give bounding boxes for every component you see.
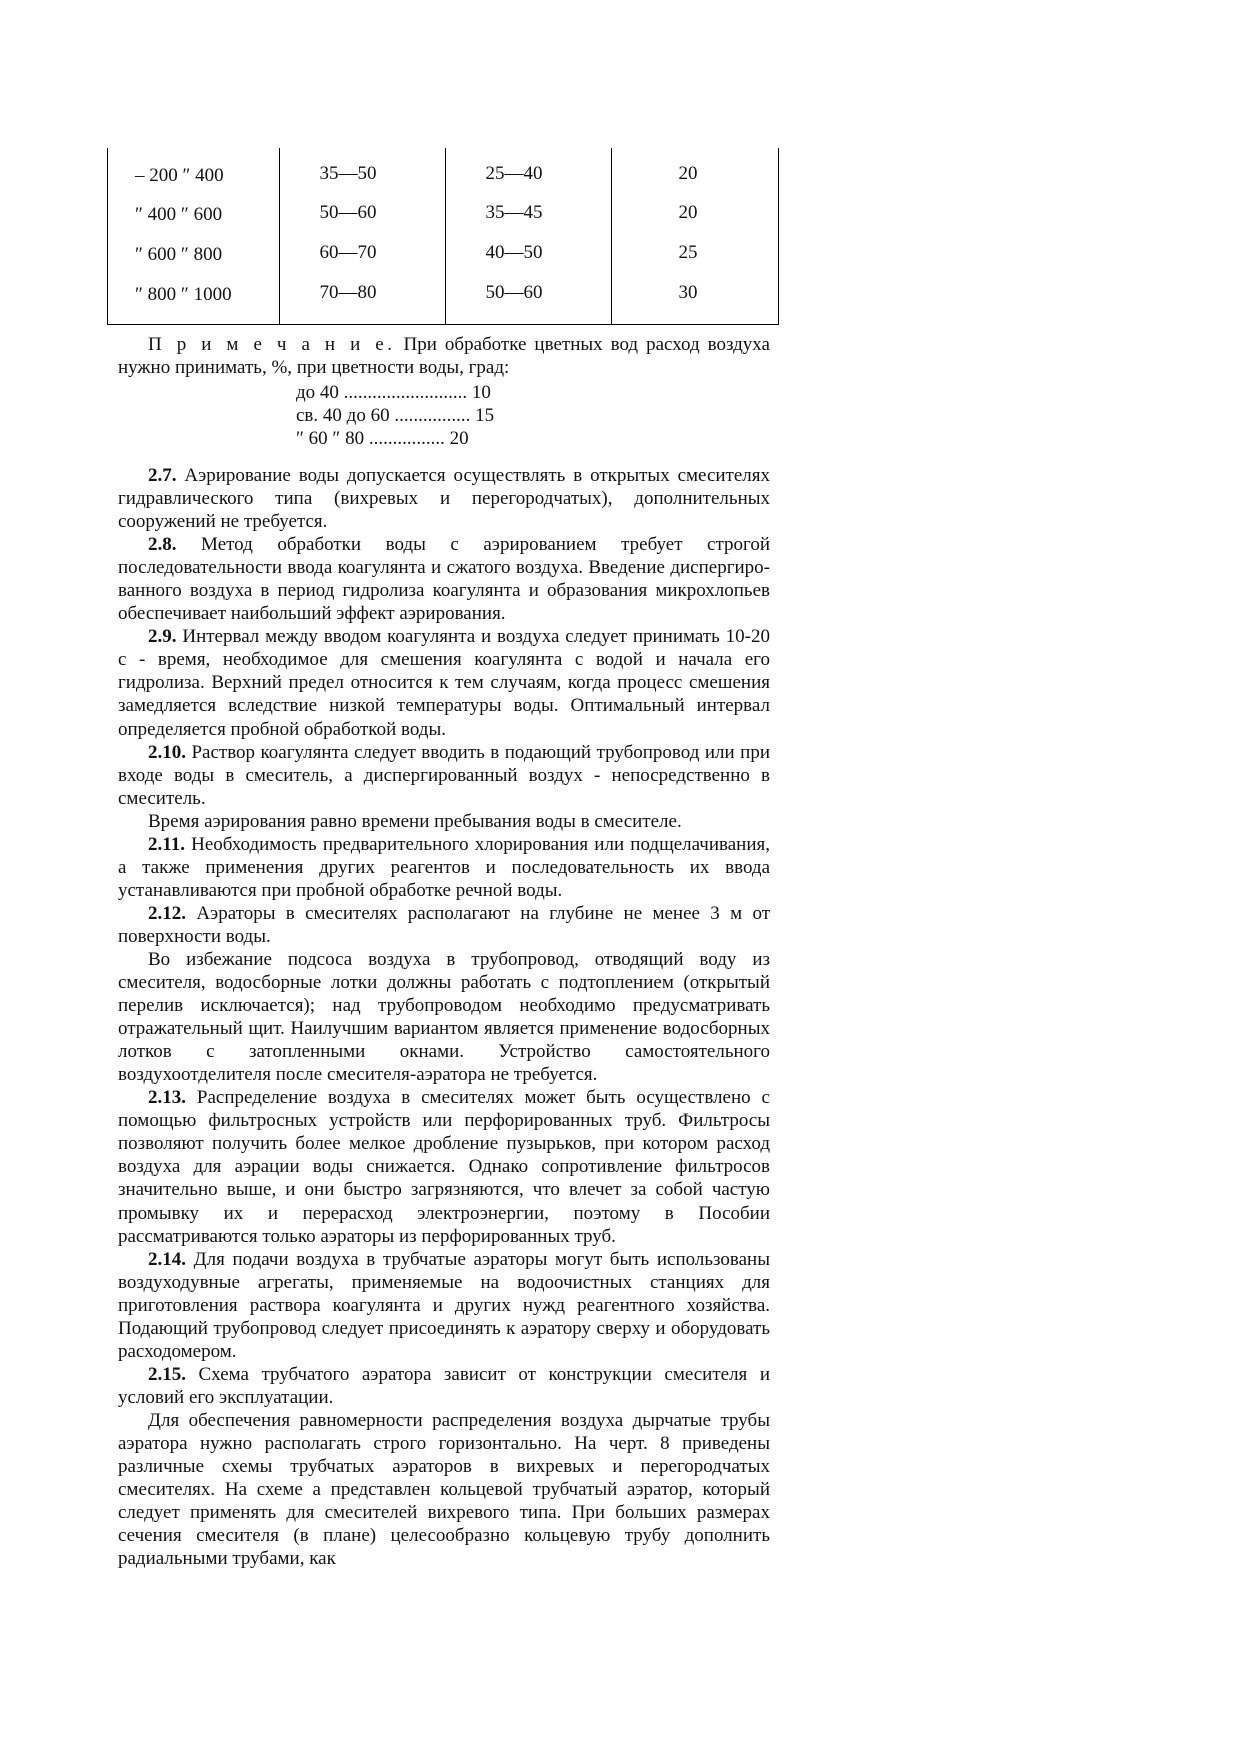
paragraph-2-14 — [118, 1248, 770, 1363]
note-list-item: св. 40 до 60 ................ 15 — [296, 405, 495, 426]
table-cell: 25 — [678, 242, 698, 263]
paragraph-number: 2.10. — [148, 741, 186, 763]
paragraph-number: 2.13. — [148, 1087, 186, 1109]
table-cell: 50—60 — [319, 202, 377, 223]
table-cell-range: ″ 600 ″ 800 — [135, 244, 223, 265]
paragraph-2-13 — [118, 1086, 770, 1247]
paragraph-text: Раствор коагулянта следует вводить в подающий трубопровод или при входе воды в смеситель, а диспергированный воздух - непосредственно в смеситель. — [118, 741, 770, 809]
paragraph — [118, 948, 770, 1086]
paragraph-text: Для обеспечения равномерности распределения воздуха дырчатые трубы аэратора нужно располагать строго горизонтально. На черт. 8 приведены различные схемы трубчатых аэраторов в вихревых и перегородчатых смесителях. На схеме а представлен кольцевой трубчатый аэратор, который следует применять для смесителей вихревого типа. При больших размерах сечения смесителя (в плане) целесообразно кольцевую трубу дополнить радиальными трубами, как — [118, 1409, 770, 1570]
paragraph-2-8 — [118, 533, 770, 625]
table-cell: 25—40 — [485, 163, 543, 184]
paragraph-text: Схема трубчатого аэратора зависит от конструкции смесителя и условий его эксплуатации. — [118, 1363, 770, 1408]
table-cell: 20 — [678, 163, 698, 184]
table-cell: 35—50 — [319, 163, 377, 184]
paragraph-number: 2.14. — [148, 1248, 186, 1270]
paragraph-text: Для подачи воздуха в трубчатые аэраторы могут быть использованы воздуходувные агрегаты, применяемые на водоочистных станциях для приготовления раствора коагулянта и других нужд реагентного хозяйства. Подающий трубопровод следует присоединять к аэратору сверху и оборудовать расходомером. — [118, 1248, 770, 1362]
table-border-bottom — [107, 324, 779, 325]
paragraph-text: Интервал между вводом коагулянта и воздуха следует принимать 10-20 с - время, необходимое для смешения коагулянта с водой и начала его гидролиза. Верхний предел относится к тем случаям, когда процесс смешения замедляется вследствие низкой температуры воды. Оптимальный интервал определяется пробной обработкой воды. — [118, 626, 770, 740]
body-text — [118, 464, 770, 1570]
table-cell-range: ″ 800 ″ 1000 — [135, 284, 232, 305]
note-list — [296, 381, 494, 450]
paragraph-text: Аэрирование воды допускается осуществлять в открытых смесителях гидравлического типа (вихревых и перегородчатых), дополнительных сооружений не требуется. — [118, 465, 770, 533]
table-note — [118, 333, 770, 379]
note-list-item: до 40 .......................... 10 — [296, 382, 491, 403]
table-cell: 70—80 — [319, 282, 377, 303]
paragraph — [118, 810, 770, 833]
paragraph-number: 2.15. — [148, 1363, 186, 1385]
note-label: П р и м е ч а н и е. — [148, 334, 396, 355]
paragraph-2-9 — [118, 625, 770, 740]
paragraph-2-11 — [118, 833, 770, 902]
table-cell: 50—60 — [485, 282, 543, 303]
paragraph-text: Необходимость предварительного хлорирования или подщелачивания, а также применения других реагентов и последовательность их ввода устанавливаются при пробной обработке речной воды. — [118, 833, 770, 901]
table-cell: 20 — [678, 202, 698, 223]
paragraph-number: 2.7. — [148, 465, 177, 486]
paragraph-text: Аэраторы в смесителях располагают на глубине не менее 3 м от поверхности воды. — [118, 902, 770, 947]
table-cell: 30 — [678, 282, 698, 303]
paragraph-2-10 — [118, 741, 770, 810]
paragraph-2-12 — [118, 902, 770, 948]
paragraph-text: Метод обработки воды с аэрированием требует строгой последовательности ввода коагулянта и сжатого воздуха. Введение диспергиро-ванного воздуха в период гидролиза коагулянта и образования микрохлопьев обеспечивает наибольший эффект аэрирования. — [118, 534, 770, 625]
paragraph-number: 2.9. — [148, 626, 177, 648]
table-border-left — [107, 148, 108, 325]
paragraph-2-15 — [118, 1363, 770, 1409]
paragraph-number: 2.8. — [148, 534, 177, 556]
paragraph-number: 2.11. — [148, 833, 185, 855]
paragraph-2-7 — [118, 464, 770, 533]
table-cell: 60—70 — [319, 242, 377, 263]
table-cell-range: – 200 ″ 400 — [135, 165, 224, 186]
paragraph-text: Время аэрирования равно времени пребывания воды в смесителе. — [148, 810, 682, 832]
paragraph-text: Во избежание подсоса воздуха в трубопровод, отводящий воду из смесителя, водосборные лотки должны работать с подтоплением (открытый перелив исключается); над трубопроводом необходимо предусматривать отражательный щит. Наилучшим вариантом является применение водосборных лотков с затопленными окнами. Устройство самостоятельного воздухоотделителя после смесителя-аэратора не требуется. — [118, 948, 770, 1086]
paragraph — [118, 1409, 770, 1570]
table-cell-range: ″ 400 ″ 600 — [135, 204, 223, 225]
note-text: При обработке цветных вод расход воздуха нужно принимать, %, при цветности воды, град: — [118, 334, 770, 378]
note-list-item: ″ 60 ″ 80 ................ 20 — [296, 428, 469, 449]
aeration-table — [107, 148, 779, 325]
table-cell: 40—50 — [485, 242, 543, 263]
paragraph-number: 2.12. — [148, 902, 186, 924]
paragraph-text: Распределение воздуха в смесителях может быть осуществлено с помощью фильтросных устройств или перфорированных труб. Фильтросы позволяют получить более мелкое дробление пузырьков, при котором расход воздуха для аэрации воды снижается. Однако сопротивление фильтросов значительно выше, и они быстро загрязняются, что влечет за собой частую промывку их и перерасход электроэнергии, поэтому в Пособии рассматриваются только аэраторы из перфорированных труб. — [118, 1087, 770, 1247]
table-cell: 35—45 — [485, 202, 543, 223]
